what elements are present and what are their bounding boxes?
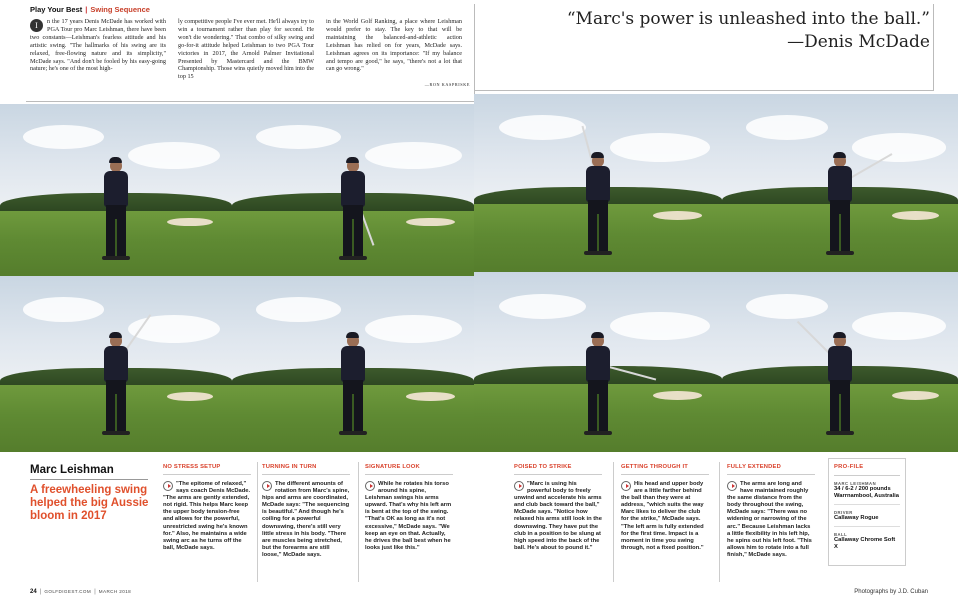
caption-body-wrap bbox=[727, 481, 815, 559]
swing-photo-4 bbox=[722, 94, 958, 272]
footer-separator: | bbox=[94, 589, 96, 595]
pro-file-ball-label: BALL bbox=[834, 532, 848, 537]
pro-file-driver-value: Callaway Rogue bbox=[834, 515, 900, 527]
caption-body: "Marc is using his powerful body to freely unwind and accelerate his arms and club back toward the ball," McDade says. "Notice how relaxed his arms still look in the downswing. They have put the club in a position to be slung at high speed into the back of the ball. He's about to pound it." bbox=[514, 481, 602, 551]
caption-title: SIGNATURE LOOK bbox=[365, 464, 453, 475]
caption-title: POISED TO STRIKE bbox=[514, 464, 602, 475]
caption-body: "The epitome of relaxed," says coach Denis McDade. "The arms are gently extended, not rigid. This helps Marc keep the upper body tension-free and allows for the powerful, unrestricted swing he's known for." Also, he maintains a wide swing arc as he turns off the ball, McDade says. bbox=[163, 481, 251, 551]
caption-body-wrap bbox=[262, 481, 350, 559]
caption-body-wrap bbox=[514, 481, 602, 552]
caption-body: The different amounts of rotation from Marc's spine, hips and arms are coordinated, McDade says: "The sequencing is beautiful." And though he's coiling for a powerful downswing, there's still very little stress in his body. "There are muscles being stretched, but the forearms are still loose," McDade says. bbox=[262, 481, 350, 558]
caption-body-wrap bbox=[621, 481, 709, 552]
player-name: Marc Leishman bbox=[30, 464, 114, 476]
caption-body: While he rotates his torso around his spine, Leishman swings his arms upward. That's why his left arm is bent at the top of the swing. "That's OK as long as it's not excessive," McDade says. "We keep an eye on that. Actually, he drives the ball best when he looks just like this." bbox=[365, 481, 452, 551]
section-separator: | bbox=[85, 5, 88, 14]
pro-file-title: PRO-FILE bbox=[834, 464, 900, 476]
caption-title: NO STRESS SETUP bbox=[163, 464, 251, 475]
page-number: 24 bbox=[30, 589, 37, 595]
pull-quote-text: “Marc's power is unleashed into the ball.” bbox=[566, 9, 930, 29]
pro-file-box bbox=[828, 458, 906, 566]
swing-photo-1 bbox=[0, 104, 232, 276]
subsection-label: Swing Sequence bbox=[90, 5, 150, 14]
footer-separator: | bbox=[39, 589, 42, 595]
caption-divider bbox=[719, 462, 720, 582]
quote-rule bbox=[474, 90, 934, 91]
swing-photo-2 bbox=[232, 104, 474, 276]
play-icon bbox=[727, 481, 737, 491]
intro-divider bbox=[26, 101, 474, 102]
caption-title: GETTING THROUGH IT bbox=[621, 464, 709, 475]
play-icon bbox=[621, 481, 631, 491]
pro-file-driver-label: DRIVER bbox=[834, 510, 853, 515]
gutter-divider bbox=[474, 4, 475, 101]
play-icon bbox=[163, 481, 173, 491]
play-icon bbox=[262, 481, 272, 491]
play-icon bbox=[365, 481, 375, 491]
caption-poised-to-strike bbox=[514, 464, 602, 552]
pro-file-name-value: 34 / 6-2 / 200 pounds Warrnambool, Australia bbox=[834, 486, 900, 505]
byline: —RON KASPRISKE bbox=[424, 82, 470, 88]
quote-divider bbox=[933, 4, 934, 90]
name-rule bbox=[30, 479, 148, 480]
intro-article bbox=[30, 18, 470, 101]
caption-title: FULLY EXTENDED bbox=[727, 464, 815, 475]
caption-body: The arms are long and have maintained roughly the same distance from the body throughout the swing, McDade says: "There was no widening or narrowing of the arc." Because Leishman lacks a little flexibility in his left hip, he spins out his left foot. "This allows him to rotate into a full finish," McDade says. bbox=[727, 481, 812, 558]
caption-fully-extended bbox=[727, 464, 815, 559]
page-footer bbox=[30, 589, 131, 595]
caption-body-wrap bbox=[163, 481, 251, 552]
swing-photo-7 bbox=[474, 272, 722, 452]
caption-getting-through-it bbox=[621, 464, 709, 552]
pro-file-name-label: MARC LEISHMAN bbox=[834, 481, 877, 486]
caption-no-stress-setup bbox=[163, 464, 251, 552]
deck-headline: A freewheeling swing helped the big Aussie bloom in 2017 bbox=[30, 484, 149, 523]
swing-photo-6 bbox=[232, 276, 474, 452]
caption-body: His head and upper body are a little farther behind the ball than they were at address, "which suits the way Marc likes to deliver the club for the strike," McDade says. "The left arm is fully extended for the first time. Impact is a moment in time you swing through, not a fixed position." bbox=[621, 481, 704, 551]
caption-turning-in-turn bbox=[262, 464, 350, 559]
intro-text-3: in the World Golf Ranking, a place where Leishman would prefer to stay. The key to that will be maintaining the balanced-and-athletic action Leishman has relied on for years, McDade says. Leishman agrees on its importance: "If my balance and tempo are good," he says, "there's not a lot that can go wrong." bbox=[326, 18, 462, 73]
caption-divider bbox=[358, 462, 359, 582]
pull-quote bbox=[500, 8, 930, 54]
caption-signature-look bbox=[365, 464, 453, 552]
section-header bbox=[30, 5, 150, 14]
caption-divider bbox=[613, 462, 614, 582]
intro-column-1 bbox=[30, 18, 166, 73]
issue-date: MARCH 2018 bbox=[98, 589, 132, 594]
swing-photo-8 bbox=[722, 272, 958, 452]
caption-body-wrap bbox=[365, 481, 453, 552]
swing-photo-5 bbox=[0, 276, 232, 452]
site-name: GOLFDIGEST.COM bbox=[44, 589, 92, 594]
caption-title: TURNING IN TURN bbox=[262, 464, 350, 475]
caption-divider bbox=[257, 462, 258, 582]
pull-quote-attribution: —Denis McDade bbox=[787, 32, 930, 52]
intro-text-1: n the 17 years Denis McDade has worked with PGA Tour pro Marc Leishman, there have been two constants—Leishman's fearless attitude and his artistic swing. "The hallmarks of his swing are its relaxed, free-flowing nature and its simplicity," McDade says. "And don't be fooled by his easy-going nature; he's one of the most high- bbox=[30, 18, 166, 73]
swing-photo-3 bbox=[474, 94, 722, 272]
photo-credit: Photographs by J.D. Cuban bbox=[854, 589, 928, 595]
section-label: Play Your Best bbox=[30, 5, 83, 14]
drop-cap: I bbox=[30, 19, 43, 32]
intro-column-2 bbox=[178, 18, 314, 81]
intro-column-3 bbox=[326, 18, 462, 73]
play-icon bbox=[514, 481, 524, 491]
pro-file-ball-value: Callaway Chrome Soft X bbox=[834, 537, 896, 550]
intro-text-2: ly competitive people I've ever met. He'll always try to win a tournament rather than play for second. He won't die wondering." That combo of silky swing and go-for-it attitude helped Leishman to two PGA Tour victories in 2017, the Arnold Palmer Invitational Presented by Mastercard and the BMW Championship. Those wins quietly moved him into the top 15 bbox=[178, 18, 315, 81]
